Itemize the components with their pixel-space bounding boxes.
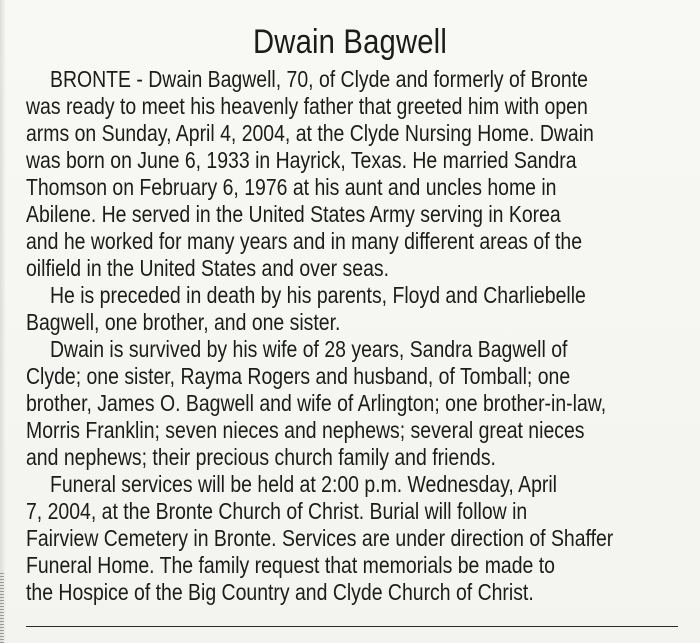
- text-line: Fairview Cemetery in Bronte. Services are under direction of Shaffer: [26, 525, 614, 551]
- text-line: Thomson on February 6, 1976 at his aunt and uncles home in: [26, 174, 557, 200]
- text-line: oilfield in the United States and over seas.: [26, 255, 390, 281]
- text-line: He is preceded in death by his parents, Floyd and Charliebelle: [50, 282, 586, 308]
- text-line: 7, 2004, at the Bronte Church of Christ. Burial will follow in: [26, 498, 528, 524]
- text-line: and nephews; their precious church family and friends.: [26, 444, 496, 470]
- text-line: Funeral Home. The family request that memorials be made to: [26, 552, 555, 578]
- page-edge-shadow: [0, 0, 6, 643]
- text-line: Bagwell, one brother, and one sister.: [26, 309, 341, 335]
- text-line: Funeral services will be held at 2:00 p.m. Wednesday, April: [50, 471, 557, 497]
- text-line: Morris Franklin; seven nieces and nephews; several great nieces: [26, 417, 585, 443]
- bottom-rule: [26, 626, 678, 627]
- page-edge-mark: [0, 573, 4, 643]
- text-line: and he worked for many years and in many different areas of the: [26, 228, 583, 254]
- text-line: arms on Sunday, April 4, 2004, at the Clyde Nursing Home. Dwain: [26, 120, 594, 146]
- text-line: Abilene. He served in the United States Army serving in Korea: [26, 201, 561, 227]
- text-line: brother, James O. Bagwell and wife of Arlington; one brother-in-law,: [26, 390, 607, 416]
- text-line: Clyde; one sister, Rayma Rogers and husband, of Tomball; one: [26, 363, 571, 389]
- text-line: BRONTE - Dwain Bagwell, 70, of Clyde and formerly of Bronte: [50, 66, 588, 92]
- text-line: was born on June 6, 1933 in Hayrick, Texas. He married Sandra: [26, 147, 577, 173]
- text-line: Dwain is survived by his wife of 28 years, Sandra Bagwell of: [50, 336, 568, 362]
- obituary-title: Dwain Bagwell: [252, 23, 448, 61]
- text-line: the Hospice of the Big Country and Clyde Church of Christ.: [26, 579, 534, 605]
- text-line: was ready to meet his heavenly father that greeted him with open: [26, 93, 588, 119]
